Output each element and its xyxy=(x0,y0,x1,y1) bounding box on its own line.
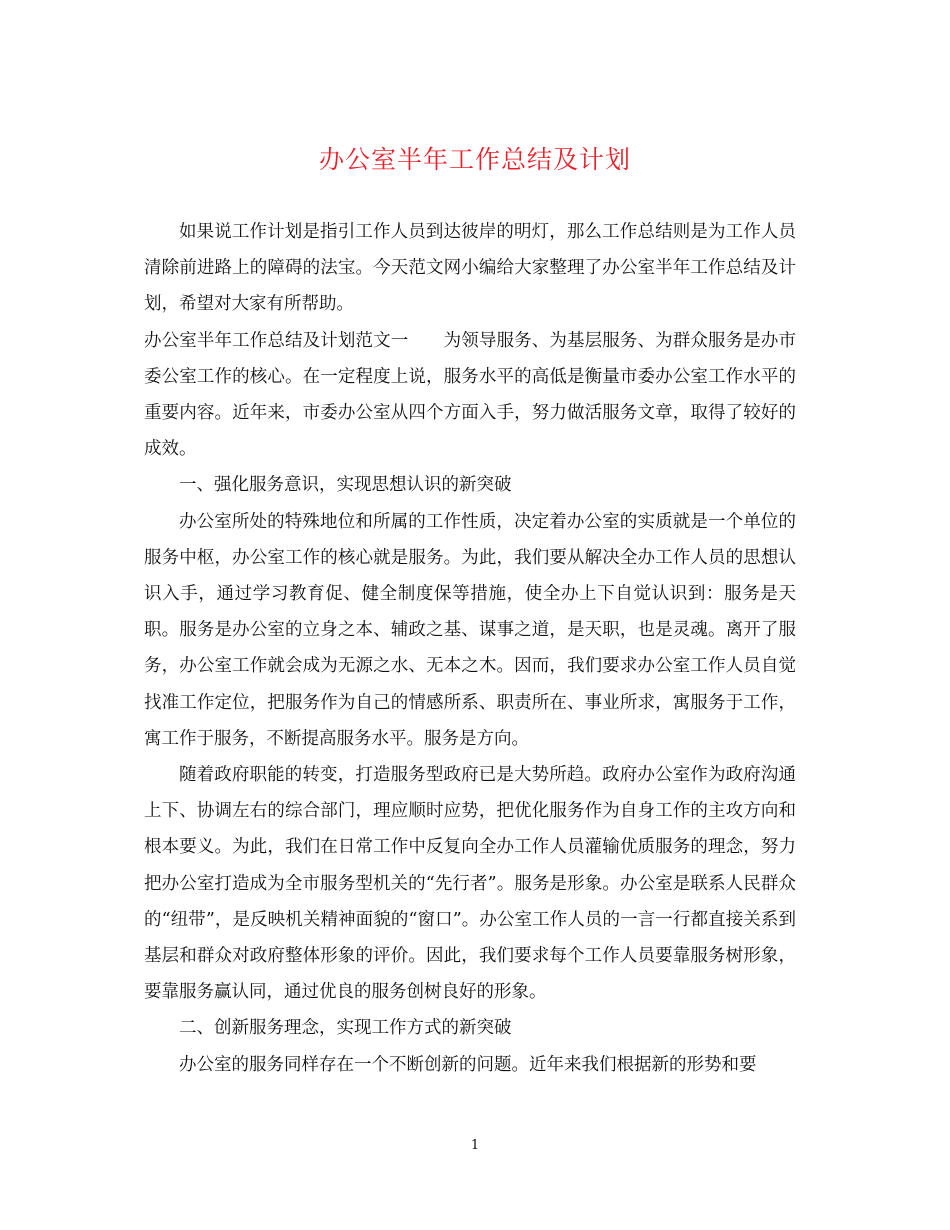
section-heading-1: 一、强化服务意识，实现思想认识的新突破 xyxy=(179,475,512,496)
document-title: 办公室半年工作总结及计划 xyxy=(318,145,631,174)
paragraph-section-2a: 办公室的服务同样存在一个不断创新的问题。近年来我们根据新的形势和要 xyxy=(179,1054,757,1075)
document-body xyxy=(144,214,796,1083)
section-heading-2: 二、创新服务理念，实现工作方式的新突破 xyxy=(179,1018,512,1039)
paragraph-sample-heading: 办公室半年工作总结及计划范文一 为领导服务、为基层服务、为群众服务是办市委公室工作的核心。在一定程度上说，服务水平的高低是衡量市委办公室工作水平的重要内容。近年来，市委办公室从四个方面入手，努力做活服务文章，取得了较好的成效。 xyxy=(144,330,796,460)
paragraph-section-1a: 办公室所处的特殊地位和所属的工作性质，决定着办公室的实质就是一个单位的服务中枢，办公室工作的核心就是服务。为此，我们要从解决全办工作人员的思想认识入手，通过学习教育促、健全制度保等措施，使全办上下自觉认识到：服务是天职。服务是办公室的立身之本、辅政之基、谋事之道，是天职，也是灵魂。离开了服务，办公室工作就会成为无源之水、无本之木。因而，我们要求办公室工作人员自觉找准工作定位，把服务作为自己的情感所系、职责所在、事业所求，寓服务于工作，寓工作于服务，不断提高服务水平。服务是方向。 xyxy=(144,511,796,749)
paragraph-section-1b: 随着政府职能的转变，打造服务型政府已是大势所趋。政府办公室作为政府沟通上下、协调左右的综合部门，理应顺时应势，把优化服务作为自身工作的主攻方向和根本要义。为此，我们在日常工作中反复向全办工作人员灌输优质服务的理念，努力把办公室打造成为全市服务型机关的“先行者”。服务是形象。办公室是联系人民群众的“纽带”，是反映机关精神面貌的“窗口”。办公室工作人员的一言一行都直接关系到基层和群众对政府整体形象的评价。因此，我们要求每个工作人员要靠服务树形象，要靠服务赢认同，通过优良的服务创树良好的形象。 xyxy=(144,765,796,1003)
paragraph-intro: 如果说工作计划是指引工作人员到达彼岸的明灯，那么工作总结则是为工作人员清除前进路上的障碍的法宝。今天范文网小编给大家整理了办公室半年工作总结及计划，希望对大家有所帮助。 xyxy=(144,222,796,315)
page-number: 1 xyxy=(470,1138,480,1153)
